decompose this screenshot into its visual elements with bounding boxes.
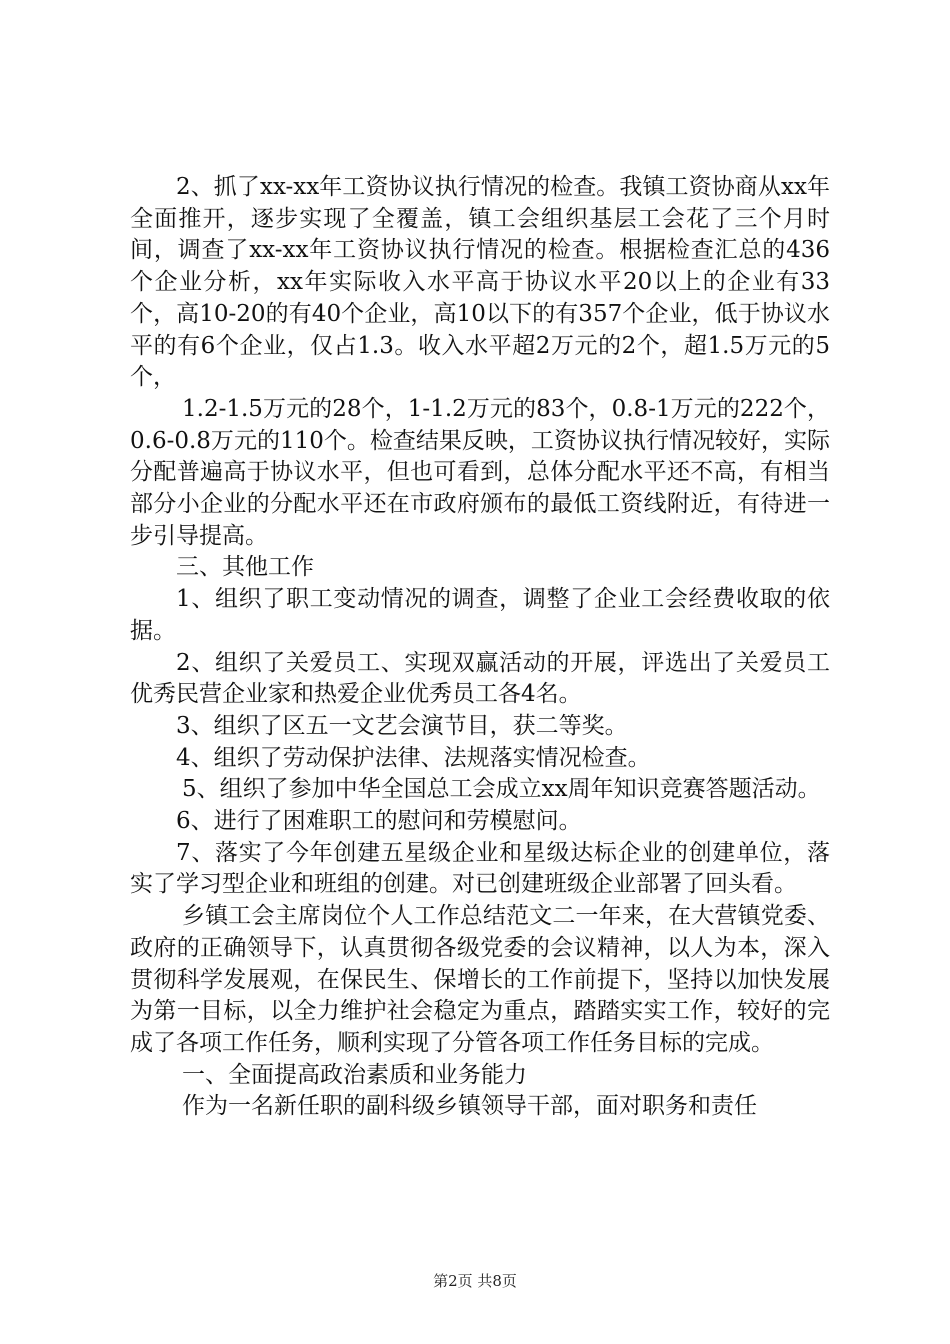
- section-heading-political-quality: 一、全面提高政治素质和业务能力: [182, 1061, 527, 1088]
- paragraph-wage-agreement-check: 2、抓了xx-xx年工资协议执行情况的检查。我镇工资协商从xx年全面推开，逐步实现了全覆盖，镇工会组织基层工会花了三个月时间，调查了xx-xx年工资协议执行情况的检查。根据检查汇总的436个企业分析，xx年实际收入水平高于协议水平20以上的企业有33个，高10-20的有40个企业，高10以下的有357个企业，低于协议水平的有6个企业，仅占1.3。收入水平超2万元的2个，超1.5万元的5个，: [130, 174, 830, 391]
- paragraph-item-5: 5、组织了参加中华全国总工会成立xx周年知识竞赛答题活动。: [182, 776, 821, 803]
- document-body: [130, 172, 830, 1123]
- paragraph-item-7: 7、落实了今年创建五星级企业和星级达标企业的创建单位，落实了学习型企业和班组的创建。对已创建班级企业部署了回头看。: [130, 839, 830, 898]
- paragraph-new-cadre: 作为一名新任职的副科级乡镇领导干部，面对职务和责任: [182, 1093, 757, 1120]
- paragraph-item-2: 2、组织了关爱员工、实现双赢活动的开展，评选出了关爱员工优秀民营企业家和热爱企业优秀员工各4名。: [130, 649, 830, 708]
- page-footer: 第2页 共8页: [433, 1272, 517, 1290]
- section-heading-other-work: 三、其他工作: [176, 554, 314, 581]
- paragraph-income-distribution: 1.2-1.5万元的28个，1-1.2万元的83个，0.8-1万元的222个，0.6-0.8万元的110个。检查结果反映，工资协议执行情况较好，实际分配普遍高于协议水平，但也可看到，总体分配水平还不高，有相当部分小企业的分配水平还在市政府颁布的最低工资线附近，有待进一步引导提高。: [130, 395, 830, 549]
- paragraph-item-4: 4、组织了劳动保护法律、法规落实情况检查。: [176, 744, 651, 771]
- paragraph-item-1: 1、组织了职工变动情况的调查，调整了企业工会经费收取的依据。: [130, 586, 830, 644]
- paragraph-item-6: 6、进行了困难职工的慰问和劳模慰问。: [176, 808, 582, 835]
- paragraph-summary-two: 乡镇工会主席岗位个人工作总结范文二一年来，在大营镇党委、政府的正确领导下，认真贯彻各级党委的会议精神，以人为本，深入贯彻科学发展观，在保民生、保增长的工作前提下，坚持以加快发展为第一目标，以全力维护社会稳定为重点，踏踏实实工作，较好的完成了各项工作任务，顺利实现了分管各项工作任务目标的完成。: [130, 903, 830, 1056]
- paragraph-item-3: 3、组织了区五一文艺会演节目，获二等奖。: [176, 712, 628, 739]
